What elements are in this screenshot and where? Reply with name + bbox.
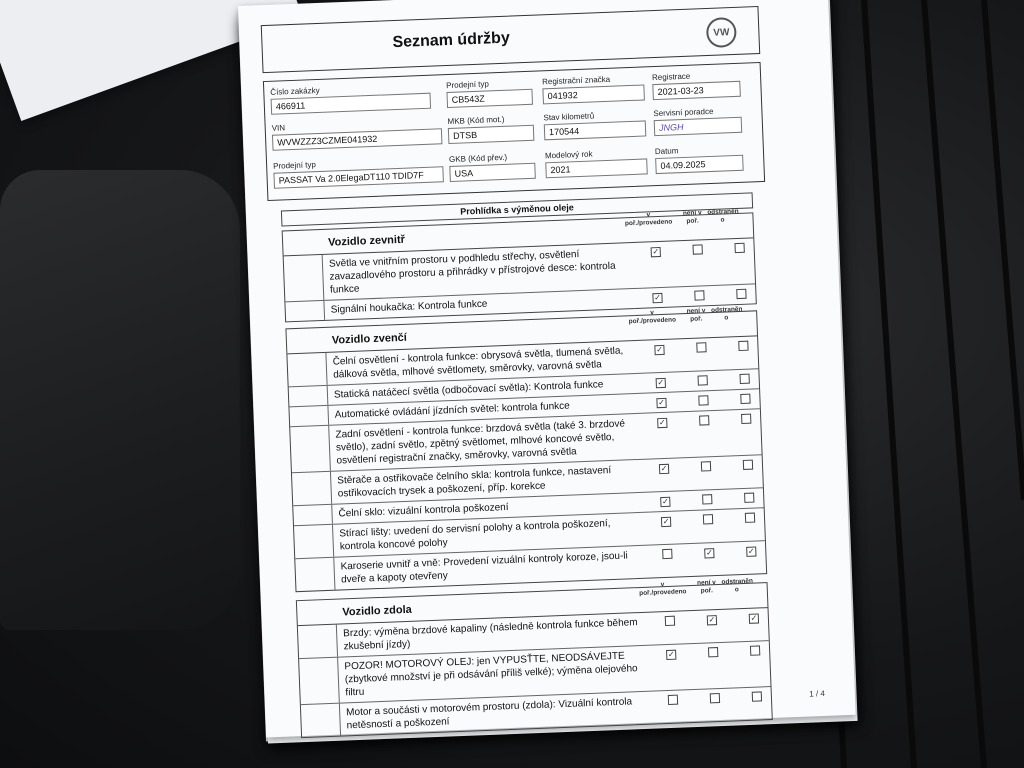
row-margin [287,353,327,386]
field-stav-kilometru: Stav kilometrů 170544 [543,110,644,141]
row-margin [301,704,341,737]
vehicle-info-box [263,62,765,201]
checkbox-done[interactable]: ✓ [653,292,662,303]
checkbox-done[interactable]: ✓ [657,377,665,388]
field-registrace: Registrace 2021-03-23 [652,69,753,100]
checkbox-not-ok[interactable]: ✓ [705,548,713,558]
page-number: 1 / 4 [809,688,825,699]
checkbox-done[interactable] [665,616,675,626]
checkbox-not-ok[interactable] [703,514,713,524]
checkbox-fixed[interactable] [744,493,754,503]
seat-cushion [0,170,240,630]
field-prodejni-typ-kod: Prodejní typ CB543Z [446,78,537,108]
field-gkb: GKB (Kód přev.) USA [449,152,540,182]
field-modelovy-rok: Modelový rok 2021 [545,147,646,178]
row-text: Automatické ovládání jízdních světel: kontrola funkce [334,400,570,421]
checkbox-done[interactable]: ✓ [658,397,666,408]
checkbox-fixed[interactable] [745,513,755,523]
row-margin [292,472,332,505]
checkbox-not-ok[interactable] [696,342,706,352]
field-prodejni-typ: Prodejní typ PASSAT Va 2.0ElegaDT110 TDID7F [273,155,454,189]
row-text: Čelní osvětlení - kontrola funkce: obrysová světla, tlumená světla, dálková světla, mlhové světlomety, směrovky, varovná světla [332,345,624,381]
row-text: Statická natáčecí světla (odbočovací světla): Kontrola funkce [333,379,604,401]
row-text: Karoserie uvnitř a vně: Provedení vizuální kontroly koroze, jsou-li dveře a kapoty otevřeny [340,550,628,586]
checkbox-not-ok[interactable] [702,494,712,504]
checkbox-fixed[interactable] [743,460,753,470]
row-margin [293,505,333,525]
checkbox-done[interactable]: ✓ [652,247,660,257]
group-title: Vozidlo zevnitř v poř./provedeno není v poř. odstraněn o [283,213,754,256]
checkbox-fixed[interactable]: ✓ [750,613,758,623]
group-title: Vozidlo zvenčí v poř./provedeno není v poř. odstraněn o [286,311,757,354]
row-text: Stírací lišty: uvedení do servisní polohy a kontrola poškození, kontrola koncové polohy [339,518,611,553]
row-margin [284,255,325,301]
column-header-fixed: odstraněn o [707,207,739,224]
checkbox-not-ok[interactable] [701,461,711,471]
checkbox-done[interactable] [668,695,678,705]
row-margin [289,386,329,406]
field-servisni-poradce: Servisní poradce JNGH [653,105,754,136]
row-margin [290,426,331,472]
column-header-fixed: odstraněn o [721,577,754,594]
row-text: Brzdy: výměna brzdové kapaliny (následně kontrola funkce během zkušební jízdy) [342,617,638,653]
row-text: POZOR! MOTOROVÝ OLEJ: jen VYPUSŤTE, NEODSÁVEJTE (zbytkové množství je při odsávání příliš velké); výměna olejového filtru [344,650,638,699]
maintenance-sheet [238,0,856,737]
checkbox-not-ok[interactable] [692,244,702,254]
row-margin [299,658,340,704]
checkbox-not-ok[interactable] [708,647,718,657]
group-title: Vozidlo zdola v poř./provedeno není v poř. odstraněn o [297,583,768,626]
checkbox-fixed[interactable] [736,289,746,299]
checkbox-done[interactable]: ✓ [661,496,669,507]
row-margin [285,301,325,321]
checkbox-fixed[interactable] [750,645,760,655]
checkbox-not-ok[interactable] [698,375,708,385]
checkbox-fixed[interactable] [734,243,744,253]
checkbox-fixed[interactable] [739,374,749,384]
checkbox-not-ok[interactable] [694,290,704,300]
checkbox-fixed[interactable] [741,414,751,424]
field-cislo-zakazky: Číslo zakázky 466911 [270,82,431,115]
column-header-fixed: odstraněn o [710,305,743,322]
checkbox-not-ok[interactable] [699,415,709,425]
column-header-done: v poř./provedeno [624,211,673,228]
row-text: Čelní sklo: vizuální kontrola poškození [338,501,509,520]
page-title: Seznam údržby [392,29,511,52]
row-margin [294,525,334,558]
checkbox-not-ok[interactable] [698,395,708,405]
field-datum: Datum 04.09.2025 [655,143,756,174]
row-text: Stěrače a ostřikovače čelního skla: kontrola funkce, nastavení ostřikovacích trysek a poškození, příp. korekce [337,465,612,500]
column-header-not-ok: není v poř. [696,579,717,595]
row-margin [295,558,335,591]
checkbox-done[interactable]: ✓ [658,417,666,428]
row-margin [298,625,338,658]
checkbox-done[interactable] [662,549,672,559]
checkbox-done[interactable]: ✓ [655,344,664,355]
checkbox-not-ok[interactable]: ✓ [708,615,716,625]
section-header: Prohlídka s výměnou oleje [281,192,753,226]
row-text: Motor a součásti v motorovém prostoru (zdola): Vizuální kontrola netěsností a poškození [346,696,633,732]
column-header-done: v poř./provedeno [639,581,687,598]
field-vin: VIN WVWZZZ3CZME041932 [272,117,443,151]
checkbox-done[interactable]: ✓ [660,463,668,474]
row-text: Světla ve vnitřním prostoru v podhledu střechy, osvětlení zavazadlového prostoru a přihrádky v přístrojové desce: kontrola funkce [328,249,616,296]
row-margin [289,406,329,426]
row-text: Signální houkačka: Kontrola funkce [330,298,488,316]
column-header-not-ok: není v poř. [682,209,702,225]
title-box [261,6,760,73]
column-header-not-ok: není v poř. [686,307,706,323]
vw-logo-icon: VW [706,17,737,48]
checkbox-not-ok[interactable] [710,693,720,703]
checkbox-done[interactable]: ✓ [662,516,670,527]
column-header-done: v poř./provedeno [628,309,677,326]
checkbox-fixed[interactable] [740,394,750,404]
checkbox-fixed[interactable] [752,691,762,701]
checkbox-fixed[interactable] [738,341,748,351]
row-text: Zadní osvětlení - kontrola funkce: brzdová světla (také 3. brzdové světlo), zadní světlo, zpětný světlomet, mlhové koncové světlo, osvětlení registrační značky, směrovky, varovná světla [335,418,626,467]
checkbox-done[interactable]: ✓ [667,649,675,659]
field-mkb: MKB (Kód mot.) DTSB [447,114,538,144]
checklist-group [296,577,773,738]
checkbox-fixed[interactable]: ✓ [747,546,755,556]
field-registracni-znacka: Registrační značka 041932 [542,74,643,105]
